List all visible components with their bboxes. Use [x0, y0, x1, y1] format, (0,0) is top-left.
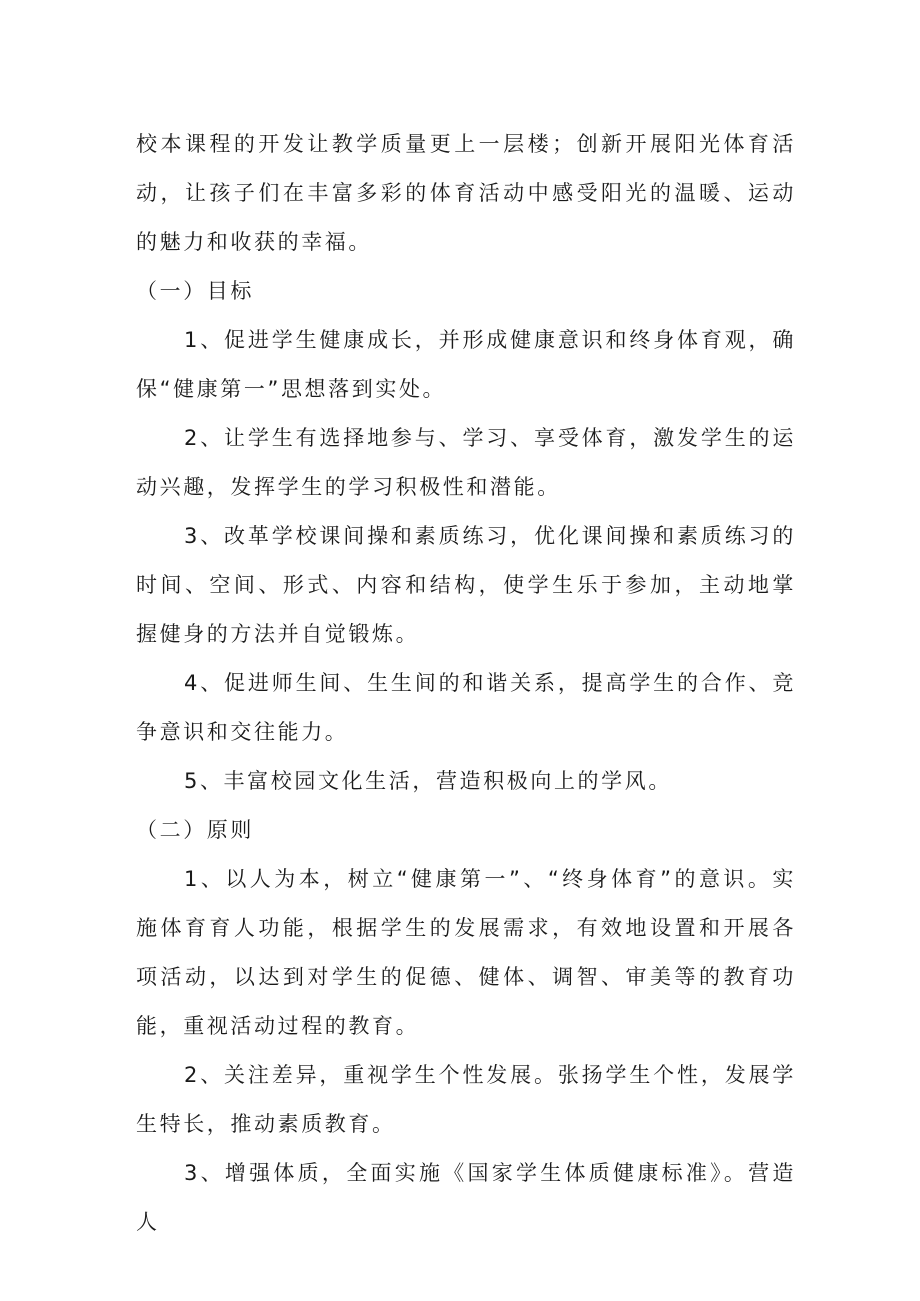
- principle-item-2: 2、关注差异，重视学生个性发展。张扬学生个性，发展学生特长，推动素质教育。: [136, 1063, 796, 1136]
- principle-item-3: 3、增强体质，全面实施《国家学生体质健康标准》。营造人: [136, 1161, 796, 1234]
- goal-item-5: 5、丰富校园文化生活，营造积极向上的学风。: [184, 769, 672, 793]
- section-heading-goals: （一）目标: [136, 279, 254, 303]
- goal-item-4: 4、促进师生间、生生间的和谐关系，提高学生的合作、竞争意识和交往能力。: [136, 671, 796, 744]
- goal-item-2: 2、让学生有选择地参与、学习、享受体育，激发学生的运动兴趣，发挥学生的学习积极性和潜能。: [136, 426, 796, 499]
- paragraph-intro-continuation: 校本课程的开发让教学质量更上一层楼；创新开展阳光体育活动，让孩子们在丰富多彩的体育活动中感受阳光的温暖、运动的魅力和收获的幸福。: [136, 132, 796, 254]
- goal-item-3: 3、改革学校课间操和素质练习，优化课间操和素质练习的时间、空间、形式、内容和结构，使学生乐于参加，主动地掌握健身的方法并自觉锻炼。: [136, 524, 796, 646]
- goal-item-1: 1、促进学生健康成长，并形成健康意识和终身体育观，确保“健康第一”思想落到实处。: [136, 328, 796, 401]
- principle-item-1: 1、以人为本，树立“健康第一”、“终身体育”的意识。实施体育育人功能，根据学生的发展需求，有效地设置和开展各项活动，以达到对学生的促德、健体、调智、审美等的教育功能，重视活动过程的教育。: [136, 867, 796, 1038]
- section-heading-principles: （二）原则: [136, 818, 254, 842]
- document-body: [136, 120, 796, 1247]
